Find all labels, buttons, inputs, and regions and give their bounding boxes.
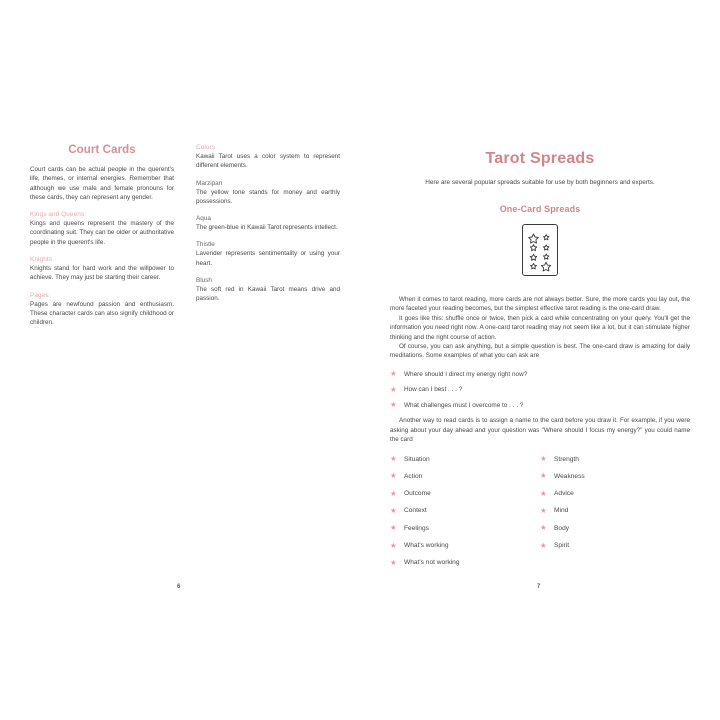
list-item — [390, 506, 540, 515]
star-bullet-icon: ★ — [390, 454, 397, 464]
subheading-knights: Knights — [30, 256, 53, 264]
subheading-aqua: Aqua — [196, 215, 211, 223]
list-item-label: Context — [404, 507, 427, 515]
list-item — [540, 524, 690, 533]
star-bullet-icon: ★ — [540, 540, 547, 550]
list-item — [540, 472, 690, 481]
star-bullet-icon: ★ — [540, 488, 547, 498]
list-item-label: Feelings — [404, 524, 429, 532]
list-item — [540, 489, 690, 498]
star-bullet-icon: ★ — [540, 523, 547, 533]
list-item-label: What's not working — [404, 559, 460, 567]
star-bullet-icon: ★ — [390, 523, 397, 533]
court-cards-intro-paragraph: Court cards can be actual people in the querent's life, themes, or internal energies. Remember that although we use male and female pronouns for these cards, they can represent any gender. — [30, 166, 174, 201]
list-item — [390, 472, 540, 481]
star-bullet-icon: ★ — [390, 488, 397, 498]
paragraph-one-card-intro: When it comes to tarot reading, more cards are not always better. Sure, the more cards you lay out, the more faceted your reading becomes, but the simplest effective tarot reading is the one-card draw. — [390, 296, 690, 313]
star-bullet-icon: ★ — [540, 505, 547, 515]
list-item-label: Spirit — [554, 542, 570, 550]
list-item-label: Action — [404, 472, 423, 480]
star-bullet-icon: ★ — [540, 454, 547, 464]
list-item — [390, 541, 540, 550]
card-name-options-column-left — [390, 455, 540, 576]
star-bullet-icon: ★ — [390, 471, 397, 481]
star-bullet-icon: ★ — [540, 471, 547, 481]
list-item-label: Body — [554, 524, 570, 532]
subheading-pages: Pages — [30, 291, 49, 299]
star-bullet-icon: ★ — [390, 505, 397, 515]
list-item — [390, 385, 690, 394]
list-item — [390, 455, 540, 464]
card-illustration-wrapper — [390, 224, 690, 276]
subheading-marzipan: Marzipan — [196, 179, 223, 187]
right-page — [390, 144, 690, 614]
list-item-label: What challenges must I overcome to . . . ? — [404, 401, 524, 409]
paragraph-colors-intro: Kawaii Tarot uses a color system to represent different elements. — [196, 153, 340, 170]
list-item-label: Advice — [554, 490, 574, 498]
paragraph-simple-question: Of course, you can ask anything, but a simple question is best. The one-card draw is amazing for daily meditations. Some examples of what you can ask are — [390, 343, 690, 360]
page-intro-line: Here are several popular spreads suitable for use by both beginners and experts. — [425, 179, 655, 186]
list-item-label: How can I best . . . ? — [404, 386, 463, 394]
paragraph-pages: Pages are newfound passion and enthusiasm. These character cards can also signify childhood or children. — [30, 300, 174, 327]
star-bullet-icon: ★ — [390, 540, 397, 550]
list-item-label: Where should I direct my energy right now? — [404, 370, 528, 378]
list-item — [540, 455, 690, 464]
list-item-label: What's working — [404, 542, 449, 550]
card-name-options-list — [390, 455, 690, 576]
page-title: Tarot Spreads — [485, 150, 595, 167]
example-questions-list — [390, 370, 690, 410]
chapter-title: Court Cards — [68, 144, 136, 156]
list-item — [390, 370, 690, 379]
subheading-blush: Blush — [196, 277, 212, 285]
paragraph-aqua: The green-blue in Kawaii Tarot represents intellect. — [196, 224, 338, 232]
list-item-label: Situation — [404, 455, 430, 463]
star-bullet-icon: ★ — [390, 400, 397, 410]
list-item — [390, 558, 540, 567]
paragraph-blush: The soft red in Kawaii Tarot means drive and passion. — [196, 286, 340, 303]
list-item — [390, 524, 540, 533]
tarot-card-illustration — [522, 224, 558, 276]
left-page-columns — [30, 144, 340, 328]
paragraph-marzipan: The yellow tone stands for money and earthly possessions. — [196, 188, 340, 205]
list-item-label: Mind — [554, 507, 569, 515]
list-item-label: Strength — [554, 455, 579, 463]
paragraph-name-the-card: Another way to read cards is to assign a name to the card before you draw it. For example, if you were asking about your day ahead and your question was "Where should I focus my energy?" you could name the card — [390, 417, 690, 444]
list-item-label: Outcome — [404, 490, 431, 498]
subheading-colors: Colors — [196, 144, 216, 151]
subheading-thistle: Thistle — [196, 241, 215, 249]
card-name-options-column-right — [540, 455, 690, 576]
page-number-left: 6 — [177, 584, 181, 590]
list-item — [540, 506, 690, 515]
paragraph-how-it-works: It goes like this: shuffle once or twice, then pick a card while concentrating on your query. You'll get the information you need right now. A one-card tarot reading may not seem like a lot, but it can stimulate higher thinking and the right course of action. — [390, 314, 690, 341]
list-item — [390, 401, 690, 410]
page-number-right: 7 — [537, 584, 541, 590]
paragraph-kings-and-queens: Kings and queens represent the mastery of the coordinating suit. They can be older or authoritative people in the querent's life. — [30, 220, 174, 246]
star-bullet-icon: ★ — [390, 369, 397, 379]
list-item-label: Weakness — [554, 472, 585, 480]
star-bullet-icon: ★ — [390, 384, 397, 394]
left-page — [30, 144, 340, 614]
subheading-kings-and-queens: Kings and Queens — [30, 211, 85, 219]
left-column-two — [196, 144, 340, 328]
paragraph-thistle: Lavender represents sentimentality or using your heart. — [196, 250, 340, 267]
tarot-card-stars-icon — [523, 225, 557, 275]
left-column-one — [30, 144, 174, 328]
paragraph-knights: Knights stand for hard work and the willpower to achieve. They may just be starting their career. — [30, 265, 174, 282]
list-item — [390, 489, 540, 498]
section-title-one-card-spreads: One-Card Spreads — [499, 204, 581, 214]
list-item — [540, 541, 690, 550]
star-bullet-icon: ★ — [390, 557, 397, 567]
